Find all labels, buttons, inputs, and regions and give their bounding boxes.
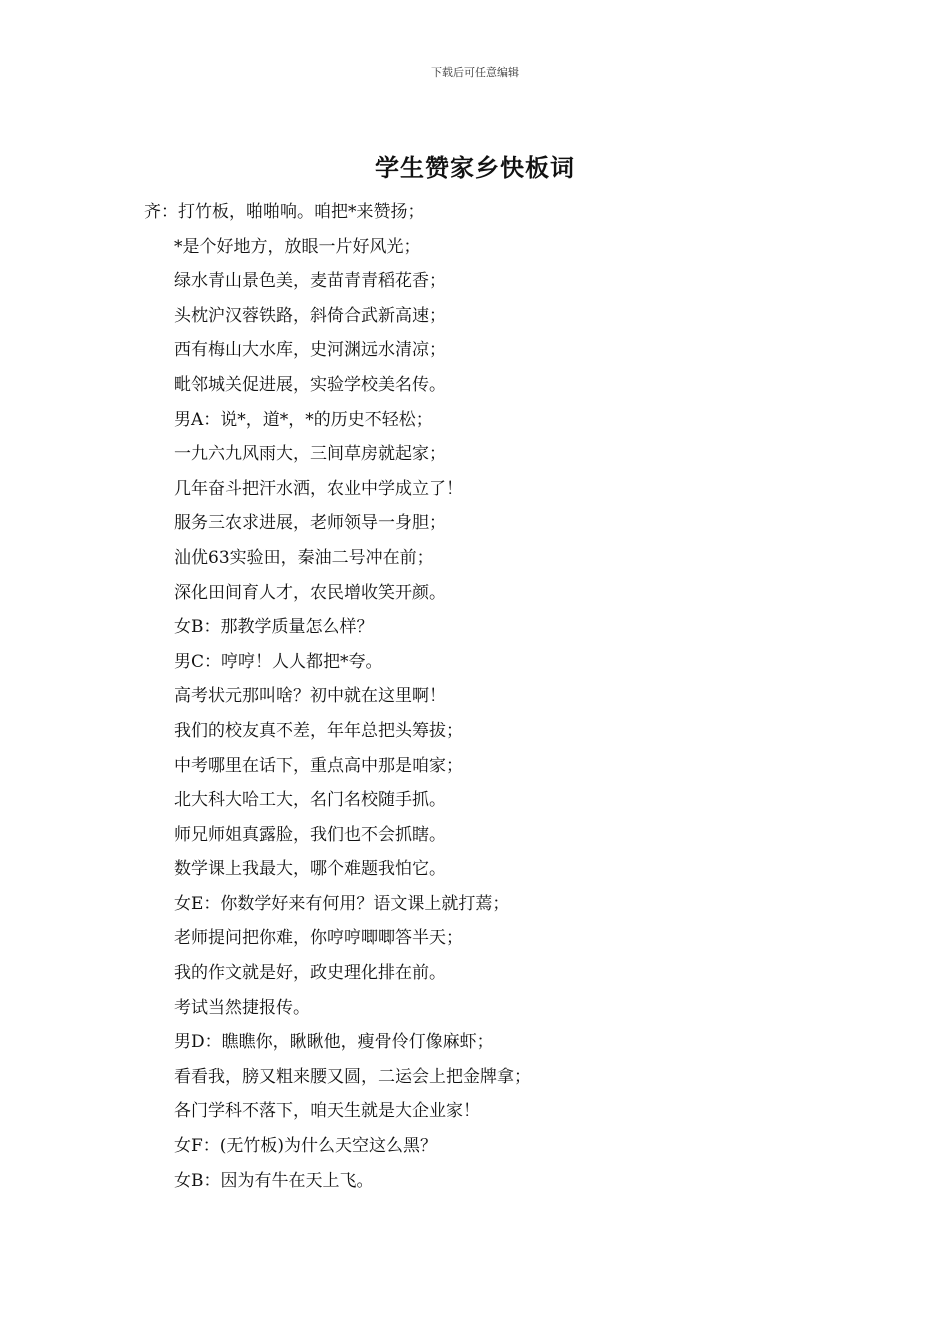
text-line: 男A：说*，道*，*的历史不轻松； (174, 409, 433, 430)
text-line: 高考状元那叫啥？初中就在这里啊！ (174, 686, 446, 707)
text-line: 西有梅山大水库，史河渊远水清凉； (174, 340, 446, 361)
text-line: 男D：瞧瞧你，瞅瞅他，瘦骨伶仃像麻虾； (174, 1032, 494, 1053)
text-line: 女E：你数学好来有何用？语文课上就打蔫； (174, 893, 510, 914)
document-title: 学生赞家乡快板词 (375, 154, 575, 182)
text-line: 几年奋斗把汗水洒，农业中学成立了！ (174, 478, 463, 499)
text-line: 我的作文就是好，政史理化排在前。 (174, 963, 446, 984)
text-line: 女F：(无竹板)为什么天空这么黑？ (174, 1136, 438, 1157)
text-line: 毗邻城关促进展，实验学校美名传。 (174, 374, 446, 395)
text-line: 服务三农求进展，老师领导一身胆； (174, 513, 446, 534)
page-header-note: 下载后可任意编辑 (431, 66, 519, 79)
text-line: 各门学科不落下，咱天生就是大企业家！ (174, 1101, 480, 1122)
text-line: 数学课上我最大，哪个难题我怕它。 (174, 859, 446, 880)
text-line: 中考哪里在话下，重点高中那是咱家； (174, 755, 463, 776)
text-line: *是个好地方，放眼一片好风光； (174, 236, 421, 257)
text-line: 看看我，膀又粗来腰又圆，二运会上把金牌拿； (174, 1066, 531, 1087)
text-line: 齐：打竹板，啪啪响。咱把*来赞扬； (144, 202, 425, 222)
text-line: 深化田间育人才，农民增收笑开颜。 (174, 582, 446, 603)
text-line: 男C：哼哼！人人都把*夸。 (174, 651, 383, 672)
text-line: 女B：因为有牛在天上飞。 (174, 1170, 374, 1191)
lyrics-body (0, 195, 950, 1198)
text-line: 考试当然捷报传。 (174, 997, 310, 1018)
text-line: 我们的校友真不差，年年总把头筹拔； (174, 720, 463, 741)
text-line: 一九六九风雨大，三间草房就起家； (174, 444, 446, 465)
text-line: 女B：那教学质量怎么样？ (174, 617, 374, 638)
text-line: 老师提问把你难，你哼哼唧唧答半天； (174, 928, 463, 949)
text-line: 师兄师姐真露脸，我们也不会抓瞎。 (174, 824, 446, 845)
text-line: 北大科大哈工大，名门名校随手抓。 (174, 790, 446, 811)
text-line: 绿水青山景色美，麦苗青青稻花香； (174, 271, 446, 292)
text-line: 头枕沪汉蓉铁路，斜倚合武新高速； (174, 305, 446, 326)
text-line: 汕优63实验田，秦油二号冲在前； (174, 547, 434, 568)
